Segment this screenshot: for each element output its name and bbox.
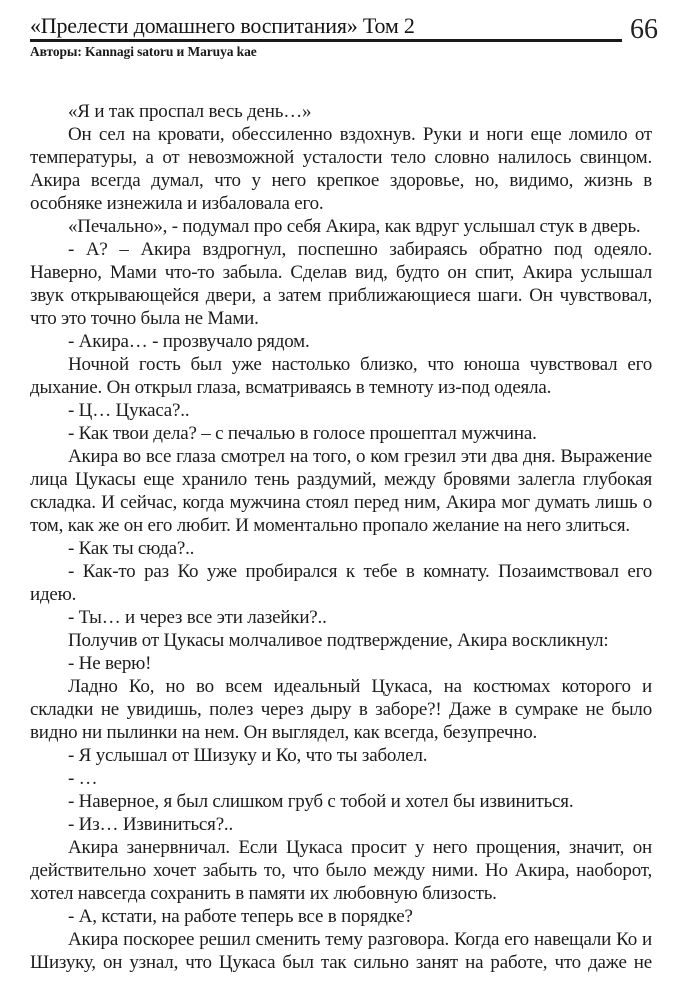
body-text [30, 100, 652, 974]
paragraph: - Ц… Цукаса?.. [68, 400, 190, 421]
page-title: «Прелести домашнего воспитания» Том 2 [30, 13, 415, 38]
header-rule-row [30, 13, 658, 45]
paragraph: - А? – Акира вздрогнул, поспешно забираясь обратно под одеяло. Наверно, Мами что-то забыла. Сделав вид, будто он спит, Акира услышал звук открывающейся двери, а затем приближающиеся шаги. Он чувствовал, что это точно была не Мами. [30, 239, 652, 329]
paragraph: «Я и так проспал весь день…» [68, 101, 312, 122]
paragraph: Он сел на кровати, обессиленно вздохнув. Руки и ноги еще ломило от температуры, а от невозможной усталости тело словно налилось свинцом. Акира всегда думал, что у него крепкое здоровье, но, видимо, жизнь в особняке изнежила и избаловала его. [30, 124, 652, 214]
paragraph: - Не верю! [68, 653, 152, 674]
page-number: 66 [630, 14, 658, 45]
paragraph: - Как твои дела? – с печалью в голосе прошептал мужчина. [68, 423, 537, 444]
paragraph: Ладно Ко, но во всем идеальный Цукаса, на костюмах которого и складки не увидишь, полез через дыру в заборе?! Даже в сумраке не было видно ни пылинки на нем. Он выглядел, как всегда, безупречно. [30, 676, 652, 743]
page-header [30, 13, 658, 60]
title-underline [30, 14, 622, 42]
paragraph: - Из… Извиниться?.. [68, 814, 234, 835]
paragraph: Акира во все глаза смотрел на того, о ком грезил эти два дня. Выражение лица Цукасы еще хранило тень раздумий, между бровями залегла глубокая складка. И сейчас, когда мужчина стоял перед ним, Акира мог думать лишь о том, как же он его любит. И моментально пропало желание на него злиться. [30, 446, 652, 536]
paragraph: - … [68, 768, 98, 789]
paragraph: - Акира… - прозвучало рядом. [68, 331, 310, 352]
paragraph: Получив от Цукасы молчаливое подтверждение, Акира воскликнул: [68, 630, 609, 651]
paragraph: «Печально», - подумал про себя Акира, как вдруг услышал стук в дверь. [68, 216, 641, 237]
paragraph: Акира занервничал. Если Цукаса просит у него прощения, значит, он действительно хочет забыть то, что было между ними. Но Акира, наоборот, хотел навсегда сохранить в памяти их любовную близость. [30, 837, 652, 904]
paragraph: - Я услышал от Шизуку и Ко, что ты заболел. [68, 745, 428, 766]
paragraph: Акира поскорее решил сменить тему разговора. Когда его навещали Ко и Шизуку, он узнал, что Цукаса был так сильно занят на работе, что даже не [30, 929, 652, 973]
authors-line: Авторы: Kannagi satoru и Maruya kae [30, 44, 257, 59]
paragraph: - Наверное, я был слишком груб с тобой и хотел бы извиниться. [68, 791, 574, 812]
paragraph: - Ты… и через все эти лазейки?.. [68, 607, 327, 628]
paragraph: - Как-то раз Ко уже пробирался к тебе в комнату. Позаимствовал его идею. [30, 561, 652, 605]
paragraph: Ночной гость был уже настолько близко, что юноша чувствовал его дыхание. Он открыл глаза, всматриваясь в темноту из-под одеяла. [30, 354, 652, 398]
paragraph: - Как ты сюда?.. [68, 538, 195, 559]
paragraph: - А, кстати, на работе теперь все в порядке? [68, 906, 413, 927]
